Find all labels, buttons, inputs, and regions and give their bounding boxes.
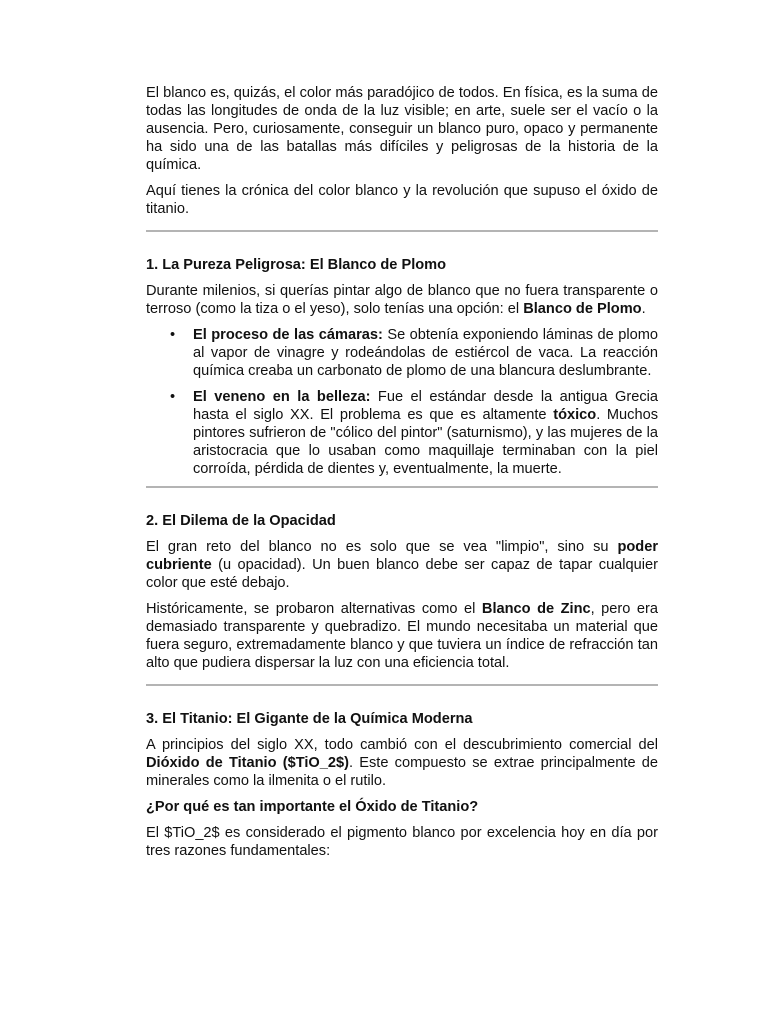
- text-run: (u opacidad). Un buen blanco debe ser capaz de tapar cualquier color que esté debajo.: [146, 557, 658, 591]
- text-run: , pero era demasiado transparente y quebradizo. El mundo necesitaba un material que fuera seguro, extremadamente blanco y que tuviera un índice de refracción tan alto que pudiera dispersar la luz con una eficiencia total.: [146, 601, 658, 671]
- list-item-lead: El proceso de las cámaras:: [193, 327, 383, 343]
- section-2-paragraph-2: [146, 600, 658, 672]
- list-item-text: [193, 326, 658, 380]
- list-item-lead: El veneno en la belleza:: [193, 389, 371, 405]
- section-2-paragraph-1: [146, 538, 658, 592]
- list-item: [146, 388, 658, 478]
- section-1-title: 1. La Pureza Peligrosa: El Blanco de Plomo: [146, 257, 447, 273]
- section-3-paragraph-1: [146, 736, 658, 790]
- bold-term-dioxido-de-titanio: Dióxido de Titanio ($TiO_2$): [146, 755, 349, 771]
- text-run: . Este compuesto se extrae principalmente de minerales como la ilmenita o el rutilo.: [146, 755, 658, 789]
- list-item: [146, 326, 658, 380]
- bold-term-blanco-de-zinc: Blanco de Zinc: [481, 601, 591, 617]
- section-3-title: 3. El Titanio: El Gigante de la Química Moderna: [146, 711, 473, 727]
- bold-term-poder-cubriente: poder cubriente: [146, 539, 658, 573]
- text-run: A principios del siglo XX, todo cambió con el descubrimiento comercial del: [146, 737, 658, 753]
- text-run: Históricamente, se probaron alternativas como el: [146, 601, 482, 617]
- section-3-subheading: ¿Por qué es tan importante el Óxido de Titanio?: [146, 799, 479, 815]
- section-3-paragraph-2: El $TiO_2$ es considerado el pigmento blanco por excelencia hoy en día por tres razones fundamentales:: [146, 825, 658, 859]
- section-2-title: 2. El Dilema de la Opacidad: [146, 513, 336, 529]
- section-divider-3: [146, 684, 658, 686]
- section-divider-2: [146, 486, 658, 488]
- section-1-bullet-list: [146, 326, 658, 478]
- text-run: Se obtenía exponiendo láminas de plomo al vapor de vinagre y rodeándolas de estiércol de vaca. La reacción química creaba un carbonato de plomo de una blancura deslumbrante.: [193, 327, 658, 379]
- intro-paragraph-1: El blanco es, quizás, el color más paradójico de todos. En física, es la suma de todas las longitudes de onda de la luz visible; en arte, suele ser el vacío o la ausencia. Pero, curiosamente, conseguir un blanco puro, opaco y permanente ha sido una de las batallas más difíciles y peligrosas de la historia de la química.: [146, 85, 658, 173]
- bold-term-toxico: tóxico: [553, 407, 597, 423]
- list-item-text: [193, 388, 658, 478]
- text-run: Fue el estándar desde la antigua Grecia hasta el siglo XX. El problema es que es altamente: [193, 389, 658, 423]
- text-run: Durante milenios, si querías pintar algo de blanco que no fuera transparente o terroso (como la tiza o el yeso), solo tenías una opción: el: [146, 283, 658, 317]
- section-divider-1: [146, 230, 658, 232]
- section-1-paragraph-1: [146, 282, 658, 318]
- bullet-icon: •: [170, 389, 176, 405]
- text-run: . Muchos pintores sufrieron de "cólico del pintor" (saturnismo), y las mujeres de la aristocracia que lo usaban como maquillaje terminaban con la piel corroída, pérdida de dientes y, eventualmente, la muerte.: [193, 407, 658, 477]
- document-page: [146, 84, 658, 868]
- bullet-icon: •: [170, 327, 176, 343]
- bold-term-blanco-de-plomo: Blanco de Plomo: [523, 301, 642, 317]
- text-run: .: [641, 301, 646, 317]
- intro-paragraph-2: Aquí tienes la crónica del color blanco y la revolución que supuso el óxido de titanio.: [146, 183, 658, 217]
- text-run: El gran reto del blanco no es solo que se vea "limpio", sino su: [146, 539, 618, 555]
